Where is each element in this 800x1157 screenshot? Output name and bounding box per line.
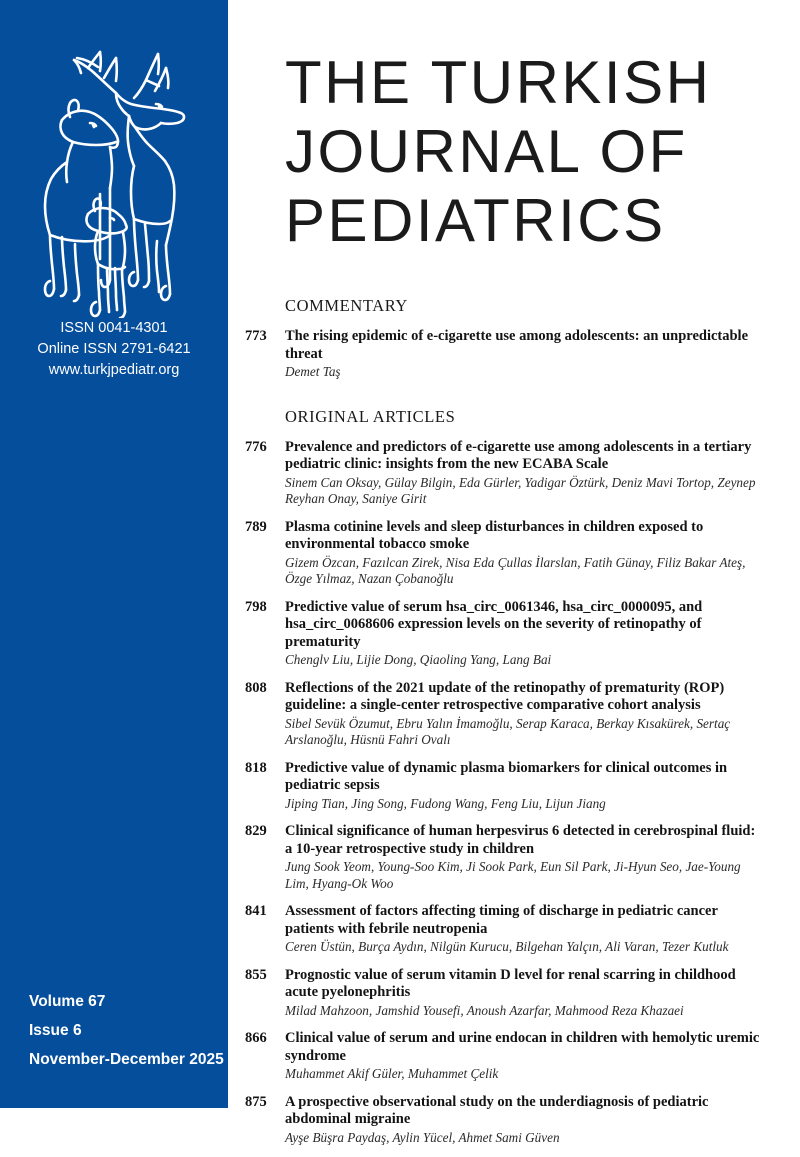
toc-entry[interactable] [228,823,800,892]
toc-entry-authors: Gizem Özcan, Fazılcan Zirek, Nisa Eda Çullas İlarslan, Fatih Günay, Filiz Bakar Ateş, Özge Yılmaz, Nazan Çobanoğlu [285,554,746,586]
three-deer-logo-icon [18,38,214,318]
toc-entry[interactable] [228,599,800,669]
masthead-line-2: JOURNAL OF [285,118,688,185]
volume-label: Volume 67 [29,993,106,1010]
toc-entry-title[interactable]: Prognostic value of serum vitamin D level for renal scarring in childhood acute pyelonephritis [285,966,736,1000]
toc-entry-page-number: 875 [245,1093,267,1110]
masthead-line-1: THE TURKISH [285,49,712,116]
toc-entry[interactable] [228,328,800,381]
issn-print: ISSN 0041-4301 [60,320,168,336]
toc-entry-title[interactable]: The rising epidemic of e-cigarette use among adolescents: an unpredictable threat [285,328,749,362]
toc-entry-authors: Demet Taş [285,364,341,379]
toc-entry-authors: Ayşe Büşra Paydaş, Aylin Yücel, Ahmet Sami Güven [285,1129,560,1145]
toc-entry-authors: Chenglv Liu, Lijie Dong, Qiaoling Yang, Lang Bai [285,652,552,667]
toc-entry-page-number: 773 [245,328,267,344]
toc-entry-authors: Milad Mahzoon, Jamshid Yousefi, Anoush Azarfar, Mahmood Reza Khazaei [285,1002,684,1018]
toc-entry-title[interactable]: A prospective observational study on the underdiagnosis of pediatric abdominal migraine [285,1093,709,1127]
toc-entry-authors: Sinem Can Oksay, Gülay Bilgin, Eda Gürler, Yadigar Öztürk, Deniz Mavi Tortop, Zeynep Reyhan Onay, Saniye Girit [285,474,756,506]
issue-info-block [29,987,224,1074]
toc-entry[interactable] [228,967,800,1020]
toc-entry-page-number: 841 [245,903,267,919]
issn-online: Online ISSN 2791-6421 [37,341,191,357]
toc-entry-title[interactable]: Predictive value of dynamic plasma biomarkers for clinical outcomes in pediatric sepsis [285,759,728,793]
toc-entry[interactable] [228,1094,800,1147]
journal-masthead-title [285,48,785,255]
issue-date: November-December 2025 [29,1051,224,1068]
toc-entry-authors: Muhammet Akif Güler, Muhammet Çelik [285,1066,499,1081]
toc-entry-authors: Ceren Üstün, Burça Aydın, Nilgün Kurucu, Bilgehan Yalçın, Ali Varan, Tezer Kutluk [285,939,729,954]
toc-entry[interactable] [228,680,800,749]
toc-entry-authors: Sibel Sevük Özumut, Ebru Yalın İmamoğlu, Serap Karaca, Berkay Kısakürek, Sertaç Arslanoğlu, Hüsnü Fahri Ovalı [285,715,731,747]
toc-entry-title[interactable]: Clinical value of serum and urine endocan in children with hemolytic uremic syndrome [285,1030,760,1064]
toc-entry-authors: Jiping Tian, Jing Song, Fudong Wang, Feng Liu, Lijun Jiang [285,795,606,811]
toc-section-heading: COMMENTARY [285,296,408,315]
toc-section-heading: ORIGINAL ARTICLES [285,406,456,426]
masthead-line-3: PEDIATRICS [285,187,666,254]
toc-entry[interactable] [228,760,800,813]
toc-entry-authors: Jung Sook Yeom, Young-Soo Kim, Ji Sook Park, Eun Sil Park, Ji-Hyun Seo, Jae-Young Lim, Hyang-Ok Woo [285,859,741,891]
toc-entry-page-number: 866 [245,1030,267,1046]
toc-entry-title[interactable]: Plasma cotinine levels and sleep disturbances in children exposed to environmental tobacco smoke [285,518,704,552]
toc-entry-title[interactable]: Clinical significance of human herpesvirus 6 detected in cerebrospinal fluid: a 10-year retrospective study in children [285,823,756,857]
toc-entry-page-number: 829 [245,823,267,839]
toc-entry-title[interactable]: Predictive value of serum hsa_circ_0061346, hsa_circ_0000095, and hsa_circ_0068606 expression levels on the severity of retinopathy of prematurity [285,598,703,650]
toc-entry-page-number: 808 [245,679,267,696]
table-of-contents [228,296,800,1157]
toc-entry-title[interactable]: Prevalence and predictors of e-cigarette use among adolescents in a tertiary pediatric clinic: insights from the new ECABA Scale [285,438,752,472]
toc-entry[interactable] [228,903,800,956]
issue-label: Issue 6 [29,1022,82,1039]
cover-main [228,0,800,1145]
toc-entry-page-number: 776 [245,438,267,455]
toc-entry-page-number: 855 [245,966,267,983]
toc-entry-page-number: 818 [245,759,267,776]
cover-sidebar [0,0,228,1108]
issn-block [0,318,228,381]
toc-entry[interactable] [228,1030,800,1083]
journal-website[interactable]: www.turkjpediatr.org [48,362,180,378]
toc-entry-page-number: 789 [245,518,267,535]
toc-entry[interactable] [228,439,800,508]
toc-entry-title[interactable]: Reflections of the 2021 update of the retinopathy of prematurity (ROP) guideline: a single-center retrospective comparative cohort analysis [285,679,725,713]
toc-entry-page-number: 798 [245,598,267,615]
toc-entry-title[interactable]: Assessment of factors affecting timing of discharge in pediatric cancer patients with febrile neutropenia [285,903,718,937]
toc-entry[interactable] [228,519,800,588]
